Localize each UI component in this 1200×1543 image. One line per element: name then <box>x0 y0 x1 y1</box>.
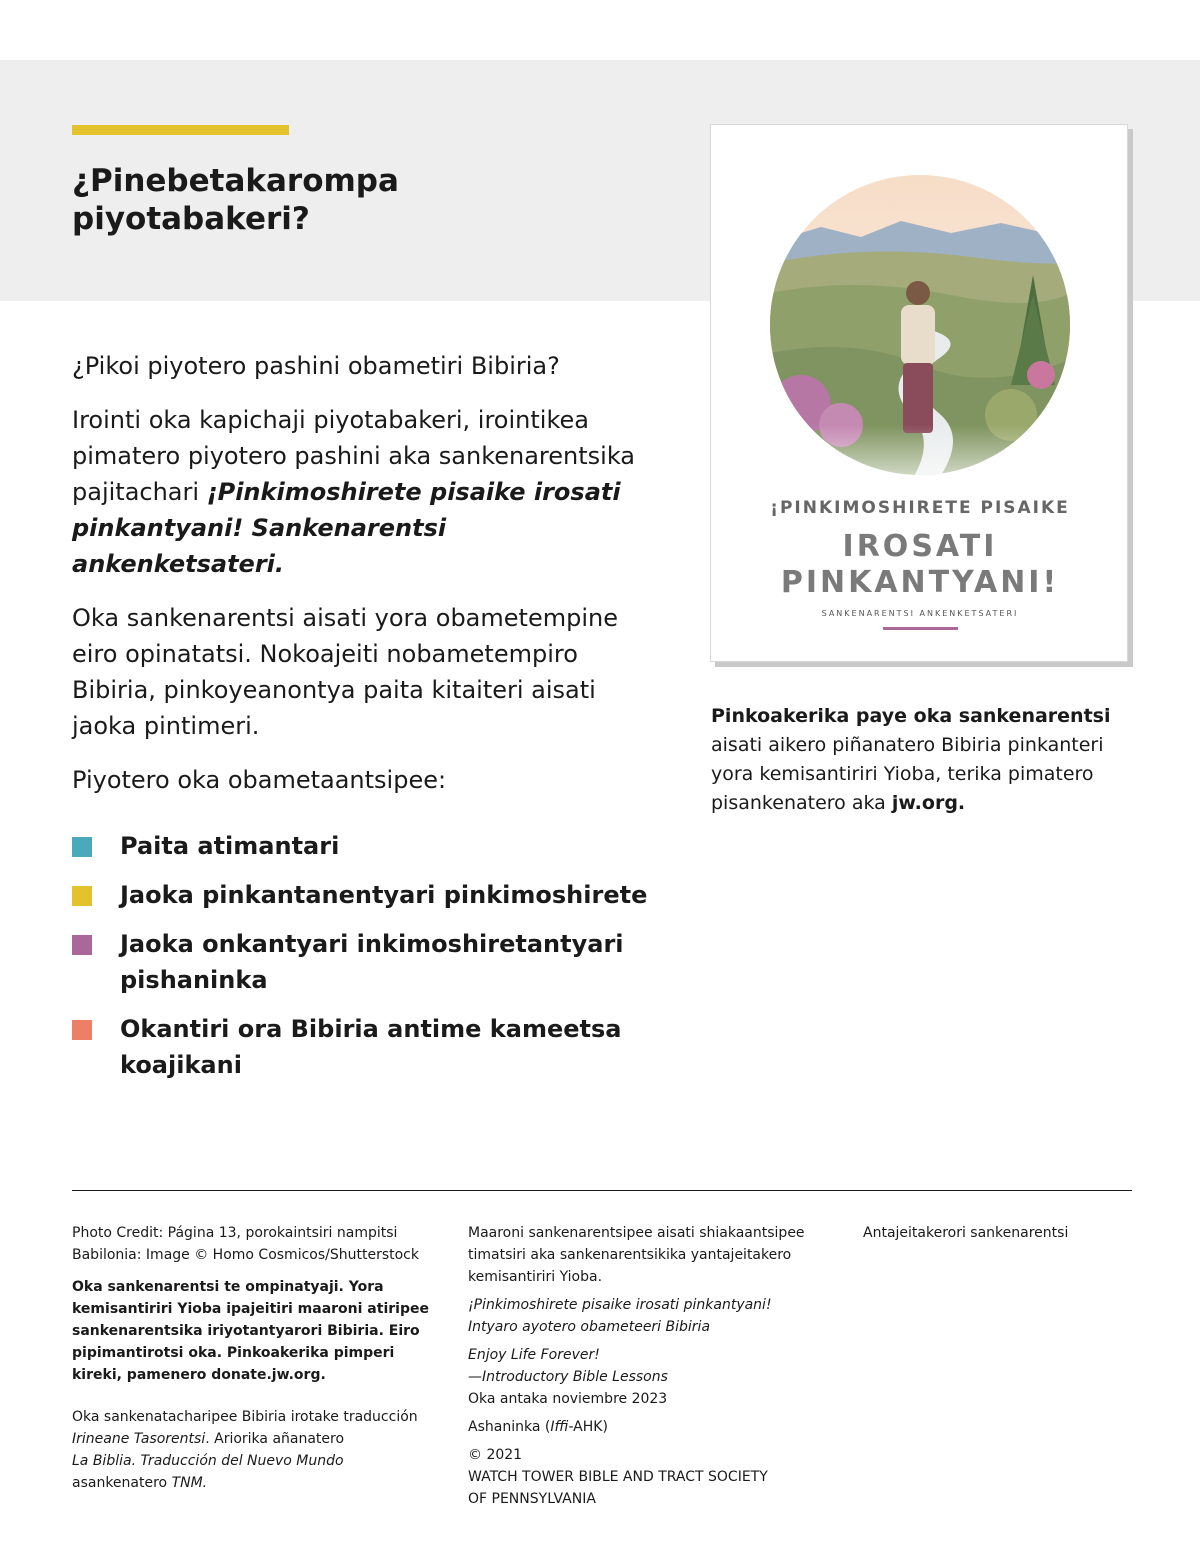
footer-divider <box>72 1190 1132 1191</box>
accent-bar <box>72 125 289 135</box>
list-item: Jaoka pinkantanentyari pinkimoshirete <box>72 877 662 913</box>
publisher-note: Maaroni sankenarentsipee aisati shiakaantsipee timatsiri aka sankenarentsikika yantajeitakero kemisantiriri Yioba. <box>468 1225 805 1285</box>
purple-square-icon <box>72 935 92 955</box>
english-title: Enjoy Life Forever! —Introductory Bible Lessons <box>468 1347 668 1385</box>
intro-text <box>72 348 662 816</box>
distributor-label: Antajeitakerori sankenarentsi <box>863 1225 1069 1241</box>
intro-paragraph-3: Oka sankenarentsi aisati yora obametempine eiro opinatatsi. Nokoajeiti nobametempiro Bibiria, pinkoyeanontya paita kitaiteri aisati jaoka pintimeri. <box>72 604 618 740</box>
photo-credit: Photo Credit: Página 13, porokaintsiri nampitsi Babilonia: Image © Homo Cosmicos/Shutterstock <box>72 1225 419 1263</box>
footer-column-1 <box>72 1222 442 1504</box>
local-title: ¡Pinkimoshirete pisaike irosati pinkantyani! Intyaro ayotero obameteeri Bibiria <box>468 1297 772 1335</box>
cover-series: SANKENARENTSI ANKENKETSATERI <box>821 609 1019 618</box>
list-item: Jaoka onkantyari inkimoshiretantyari pishaninka <box>72 926 662 998</box>
brochure-cover <box>710 124 1128 662</box>
intro-paragraph-4: Piyotero oka obametaantsipee: <box>72 766 447 794</box>
salmon-square-icon <box>72 1020 92 1040</box>
copyright: © 2021 WATCH TOWER BIBLE AND TRACT SOCIETY OF PENNSYLVANIA <box>468 1447 768 1507</box>
donation-note: Oka sankenarentsi te ompinatyaji. Yora kemisantiriri Yioba ipajeitiri maaroni atiripee sankenarentsika iriyotantyarori Bibiria. Eiro pipimantirotsi oka. Pinkoakerika pimperi kireki, pamenero donate.jw.org. <box>72 1279 429 1383</box>
topic-list <box>72 828 662 1096</box>
bible-translation-note: Oka sankenatacharipee Bibiria irotake traducción Irineane Tasorentsi. Ariorika añanatero La Biblia. Traducción del Nuevo Mundo asankenatero TNM. <box>72 1409 418 1491</box>
yellow-square-icon <box>72 886 92 906</box>
cover-accent-line <box>883 627 958 630</box>
intro-question: ¿Pikoi piyotero pashini obametiri Bibiria? <box>72 352 560 380</box>
side-note: Pinkoakerika paye oka sankenarentsi aisati aikero piñanatero Bibiria pinkanteri yora kemisantiriri Yioba, terika pimatero pisankenatero aka jw.org. <box>711 705 1111 814</box>
list-item: Paita atimantari <box>72 828 662 864</box>
brochure-title-inline: ¡Pinkimoshirete pisaike irosati pinkantyani! Sankenarentsi ankenketsateri. <box>72 478 621 578</box>
cover-subtitle: ¡PINKIMOSHIRETE PISAIKE <box>770 498 1070 518</box>
print-date: Oka antaka noviembre 2023 <box>468 1391 668 1407</box>
footer-column-2 <box>468 1222 838 1520</box>
footer-column-3 <box>863 1222 1143 1254</box>
intro-paragraph-2: Irointi oka kapichaji piyotabakeri, irointikea pimatero piyotero pashini aka sankenarentsika pajitachari ¡Pinkimoshirete pisaike irosati pinkantyani! Sankenarentsi ankenketsateri. <box>72 406 636 578</box>
page-title: ¿Pinebetakarompa piyotabakeri? <box>72 163 399 237</box>
language-code: Ashaninka (Iffi-AHK) <box>468 1419 608 1435</box>
teal-square-icon <box>72 837 92 857</box>
cover-title: IROSATI PINKANTYANI! <box>780 529 1060 600</box>
list-item: Okantiri ora Bibiria antime kameetsa koajikani <box>72 1011 662 1083</box>
website-link[interactable]: jw.org. <box>891 792 966 814</box>
